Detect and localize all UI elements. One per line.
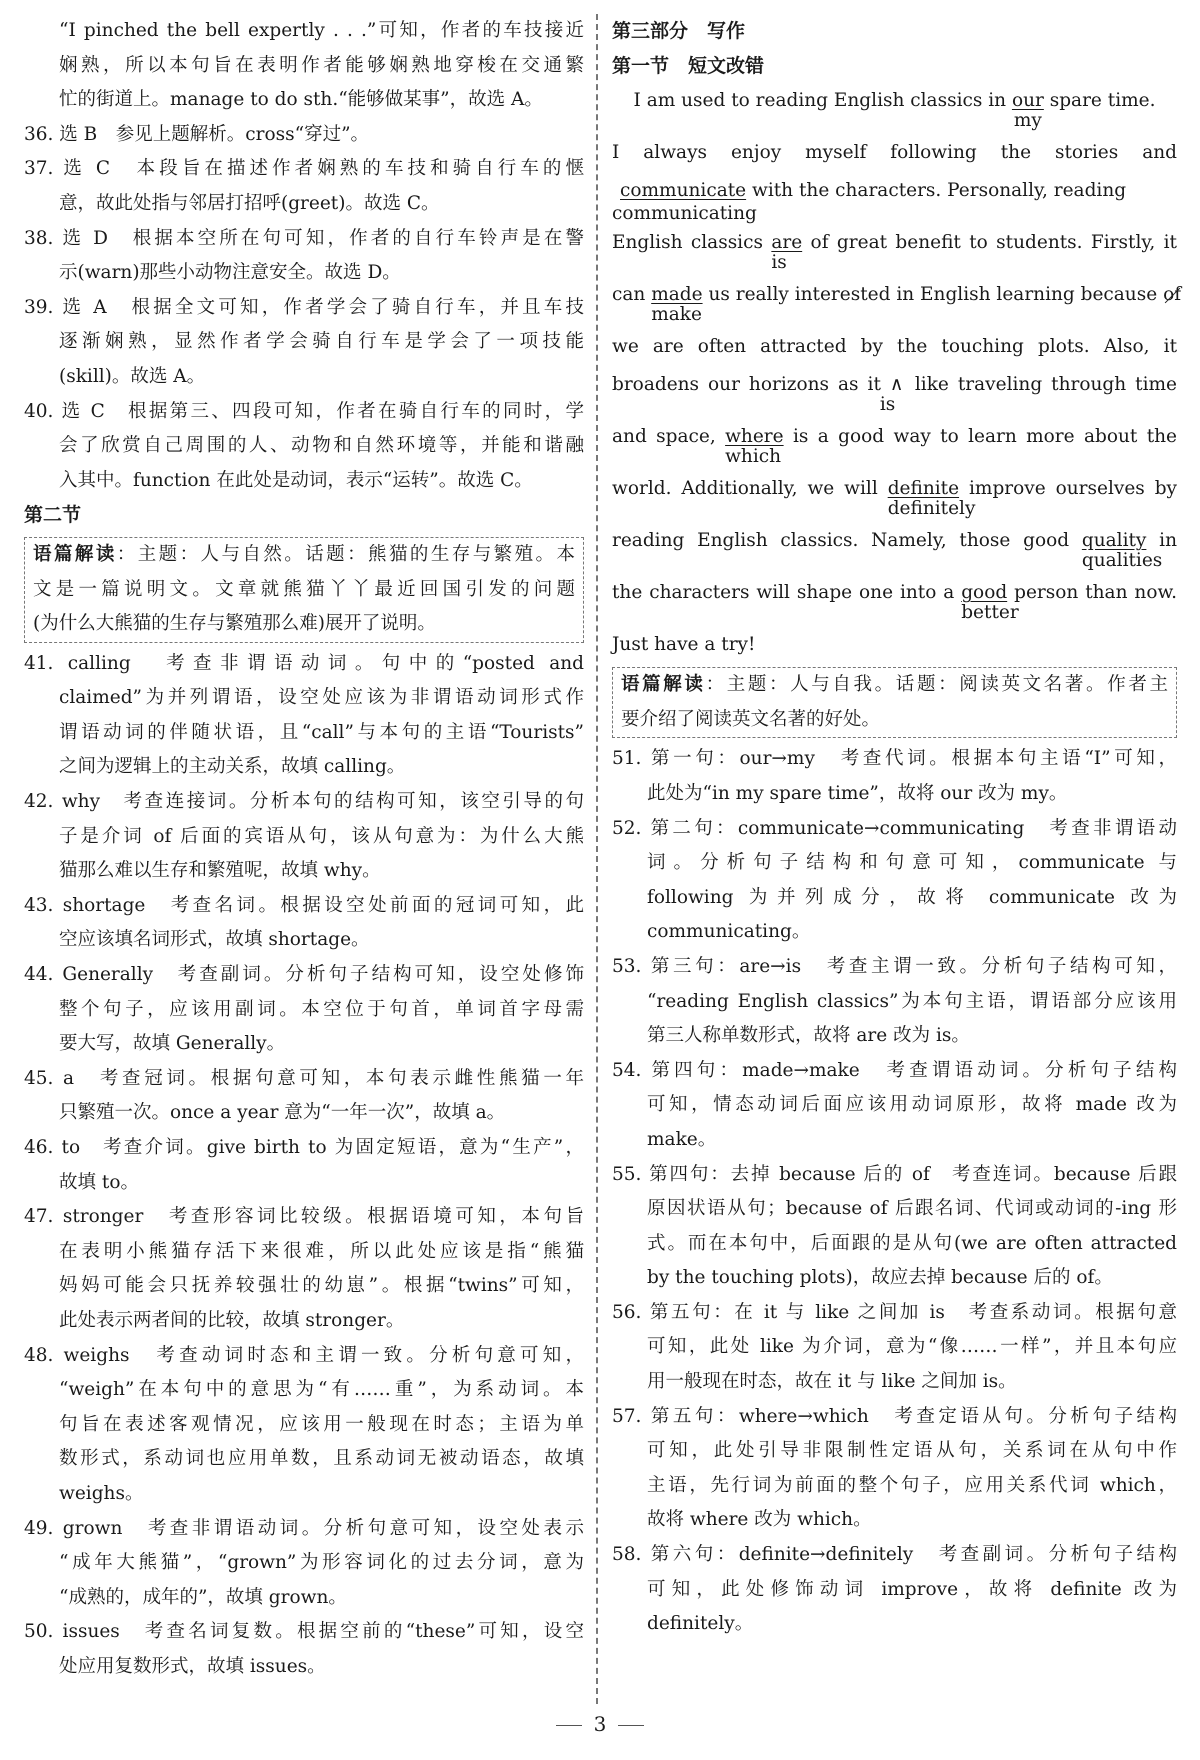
correction-word: communicating — [612, 203, 757, 225]
answer-line: “成年大熊猫”，“grown”为形容词化的过去分词，意为 — [59, 1552, 584, 1574]
answer-line: 56. 第五句：在 it 与 like 之间加 is 考查系动词。根据句意 — [612, 1301, 1177, 1323]
answer-line: claimed”为并列谓语，设空处应该为非谓语动词形式作 — [59, 687, 584, 709]
essay-line-11: the characters will shape one into a good better person than now. — [612, 582, 1177, 624]
analysis-line: 要介绍了阅读英文名著的好处。 — [621, 708, 881, 730]
error-word: made — [651, 284, 703, 306]
answer-line: 50. issues 考查名词复数。根据空前的“these”可知，设空 — [24, 1621, 584, 1643]
error-word: quality — [1081, 530, 1147, 552]
correction-word: my — [1013, 110, 1042, 132]
answer-line: “I pinched the bell expertly . . .”可知，作者的车技接近 — [59, 20, 584, 41]
answer-line: 忙的街道上。manage to do sth.“能够做某事”，故选 A。 — [59, 89, 543, 111]
correction-word: which — [725, 446, 782, 468]
answer-line: 数形式，系动词也应用单数，且系动词无被动语态，故填 — [59, 1448, 584, 1470]
essay-line-1: I am used to reading English classics in our my spare time. — [633, 90, 1156, 132]
error-word: where — [725, 426, 784, 448]
answer-line: 41. calling 考查非谓语动词。句中的“posted and — [24, 652, 584, 674]
answer-line: 40. 选 C 根据第三、四段可知，作者在骑自行车的同时，学 — [24, 400, 584, 422]
correction-word: make — [651, 304, 702, 326]
answer-line: 会了欣赏自己周围的人、动物和自然环境等，并能和谐融 — [59, 435, 584, 457]
section-title-1: 第一节 短文改错 — [612, 54, 765, 77]
correction-word: is — [879, 394, 896, 416]
essay-line-12: Just have a try! — [612, 634, 756, 656]
part-title: 第三部分 写作 — [612, 20, 746, 42]
answer-line: 44. Generally 考查副词。分析句子结构可知，设空处修饰 — [24, 964, 584, 986]
answer-line: 48. weighs 考查动词时态和主谓一致。分析句意可知， — [24, 1344, 584, 1366]
answer-line: 可知，此处引导非限制性定语从句，关系词在从句中作 — [647, 1440, 1177, 1462]
answer-line: 处应用复数形式，故填 issues。 — [59, 1655, 326, 1677]
error-word: definite — [887, 478, 960, 500]
answer-line: “weigh”在本句中的意思为“有……重”，为系动词。本 — [59, 1379, 584, 1401]
answer-line: 43. shortage 考查名词。根据设空处前面的冠词可知，此 — [24, 894, 584, 916]
right-answers — [612, 742, 1177, 1641]
answer-line: 54. 第四句：made→make 考查谓语动词。分析句子结构 — [612, 1059, 1177, 1081]
answer-line: 36. 选 B 参见上题解析。cross“穿过”。 — [24, 123, 370, 145]
answer-line: 此处为“in my spare time”，故将 our 改为 my。 — [647, 782, 1068, 804]
answer-line: 只繁殖一次。once a year 意为“一年一次”，故填 a。 — [59, 1102, 506, 1124]
section-title-2: 第二节 — [24, 504, 82, 527]
passage-analysis-box-left — [24, 537, 584, 643]
answer-line: 49. grown 考查非谓语动词。分析句意可知，设空处表示 — [24, 1517, 584, 1539]
answer-line: 可知，此处修饰动词 improve，故将 definite 改为 — [647, 1578, 1177, 1600]
answer-line: following 为并列成分，故将 communicate 改为 — [647, 886, 1177, 908]
answer-line: 可知，情态动词后面应该用动词原形，故将 made 改为 — [647, 1094, 1177, 1116]
answer-line: 妈妈可能会只抚养较强壮的幼崽”。根据“twins”可知， — [59, 1275, 584, 1297]
essay-line-3: communicate with the characters. Personally, reading — [620, 180, 1127, 202]
answer-line: weighs。 — [59, 1482, 144, 1504]
answer-line: 57. 第五句：where→which 考查定语从句。分析句子结构 — [612, 1405, 1177, 1427]
answer-line: 46. to 考查介词。give birth to 为固定短语，意为“生产”， — [24, 1137, 584, 1158]
answer-line: 谓语动词的伴随状语，且“call”与本句的主语“Tourists” — [59, 721, 584, 743]
left-column — [24, 14, 584, 1685]
answer-line: 句旨在表述客观情况，应该用一般现在时态；主语为单 — [59, 1413, 584, 1435]
answer-line: 子是介词 of 后面的宾语从句，该从句意为：为什么大熊 — [59, 825, 584, 847]
right-column — [612, 14, 1182, 1642]
answer-line: 38. 选 D 根据本空所在句可知，作者的自行车铃声是在警 — [24, 227, 584, 249]
passage-analysis-box-right — [612, 667, 1177, 738]
correction-word: better — [961, 602, 1019, 624]
answer-line: 此处表示两者间的比较，故填 stronger。 — [59, 1309, 405, 1331]
answer-line: 45. a 考查冠词。根据句意可知，本句表示雌性熊猫一年 — [24, 1067, 584, 1089]
answer-line: 逐渐娴熟，显然作者学会骑自行车是学会了一项技能 — [59, 331, 584, 353]
answer-line: 之间为逻辑上的主动关系，故填 calling。 — [59, 756, 406, 778]
error-word: good — [961, 582, 1008, 604]
box-label: 语篇解读 — [33, 543, 117, 565]
answer-line: 娴熟，所以本句旨在表明作者能够娴熟地穿梭在交通繁 — [59, 54, 584, 76]
answer-line: 39. 选 A 根据全文可知，作者学会了骑自行车，并且车技 — [24, 296, 584, 318]
answer-line: (skill)。故选 A。 — [59, 365, 206, 387]
answer-line: 53. 第三句：are→is 考查主谓一致。分析句子结构可知， — [612, 955, 1177, 977]
essay-line-4: English classics are is of great benefit to students. Firstly, it — [612, 232, 1177, 274]
analysis-line: 语篇解读：主题：人与自然。话题：熊猫的生存与繁殖。本 — [33, 543, 575, 565]
answer-line: definitely。 — [647, 1613, 754, 1635]
answer-line: “成熟的，成年的”，故填 grown。 — [59, 1586, 347, 1608]
answer-line: by the touching plots)，故应去掉 because 后的 of。 — [647, 1267, 1113, 1289]
answer-line: 故填 to。 — [59, 1171, 139, 1193]
error-correction-essay — [612, 89, 1182, 657]
essay-line-2: I always enjoy myself following the stories and — [612, 142, 1177, 164]
answer-line: 故将 where 改为 which。 — [647, 1509, 872, 1531]
analysis-line: 语篇解读：主题：人与自我。话题：阅读英文名著。作者主 — [621, 674, 1168, 696]
left-answers-top — [24, 14, 584, 498]
answer-line: 主语，先行词为前面的整个句子，应用关系代词 which， — [647, 1474, 1177, 1496]
error-word: communicate — [620, 180, 747, 202]
insert-mark: ∧ — [889, 374, 904, 396]
analysis-line: (为什么大熊猫的生存与繁殖那么难)展开了说明。 — [33, 613, 436, 635]
answer-line: communicating。 — [647, 921, 811, 943]
answer-line: 要大写，故填 Generally。 — [59, 1033, 286, 1055]
answer-line: 用一般现在时态，故在 it 与 like 之间加 is。 — [647, 1371, 1017, 1393]
answer-line: 第三人称单数形式，故将 are 改为 is。 — [647, 1025, 970, 1047]
answer-line: 58. 第六句：definite→definitely 考查副词。分析句子结构 — [612, 1544, 1177, 1566]
answer-line: 可知，此处 like 为介词，意为“像……一样”，并且本句应 — [647, 1336, 1177, 1358]
answer-line: 整个句子，应该用副词。本空位于句首，单词首字母需 — [59, 998, 584, 1020]
answer-line: 47. stronger 考查形容词比较级。根据语境可知，本句旨 — [24, 1206, 584, 1228]
column-divider — [596, 14, 598, 1704]
answer-line: 在表明小熊猫存活下来很难，所以此处应该是指“熊猫 — [59, 1240, 584, 1262]
page-footer — [0, 1712, 1200, 1736]
essay-line-10: reading English classics. Namely, those good quality qualities in — [612, 530, 1178, 572]
answer-line: 空应该填名词形式，故填 shortage。 — [59, 929, 370, 951]
essay-line-6: we are often attracted by the touching plots. Also, it — [612, 336, 1177, 358]
answer-line: 37. 选 C 本段旨在描述作者娴熟的车技和骑自行车的惬 — [24, 158, 584, 180]
answer-line: 52. 第二句：communicate→communicating 考查非谓语动 — [612, 817, 1177, 839]
answer-line: 原因状语从句；because of 后跟名词、代词或动词的-ing 形 — [647, 1198, 1177, 1220]
essay-line-7: broadens our horizons as it ∧ is like traveling through time — [612, 374, 1177, 416]
answer-line: 意，故此处指与邻居打招呼(greet)。故选 C。 — [59, 192, 440, 214]
answer-line: 词。分析句子结构和句意可知，communicate 与 — [647, 852, 1177, 874]
box-label: 语篇解读 — [621, 674, 706, 696]
answer-line: make。 — [647, 1128, 717, 1150]
correction-word: definitely — [887, 498, 976, 520]
correction-word: qualities — [1081, 550, 1163, 572]
answer-line: 51. 第一句：our→my 考查代词。根据本句主语“I”可知， — [612, 748, 1177, 770]
answer-line: 猫那么难以生存和繁殖呢，故填 why。 — [59, 860, 381, 882]
left-answers-bottom — [24, 647, 584, 1685]
essay-line-8: and space, where which is a good way to learn more about the — [612, 426, 1178, 468]
answer-line: 示(warn)那些小动物注意安全。故选 D。 — [59, 262, 401, 284]
error-word: our — [1011, 90, 1044, 112]
analysis-line: 文是一篇说明文。文章就熊猫丫丫最近回国引发的问题 — [33, 578, 575, 600]
answer-line: 42. why 考查连接词。分析本句的结构可知，该空引导的句 — [24, 791, 584, 813]
deleted-word: of — [1163, 284, 1182, 306]
essay-line-5: can made make us really interested in English learning because of — [612, 284, 1182, 326]
error-word: are — [771, 232, 803, 254]
correction-word: is — [771, 252, 787, 274]
page-number: 3 — [593, 1712, 607, 1736]
essay-line-9: world. Additionally, we will definite definitely improve ourselves by — [612, 478, 1177, 520]
answer-line: 入其中。function 在此处是动词，表示“运转”。故选 C。 — [59, 469, 533, 491]
answer-line: 式。而在本句中，后面跟的是从句(we are often attracted — [647, 1232, 1177, 1254]
answer-line: “reading English classics”为本句主语，谓语部分应该用 — [647, 990, 1177, 1012]
answer-line: 55. 第四句：去掉 because 后的 of 考查连词。because 后跟 — [612, 1163, 1177, 1185]
